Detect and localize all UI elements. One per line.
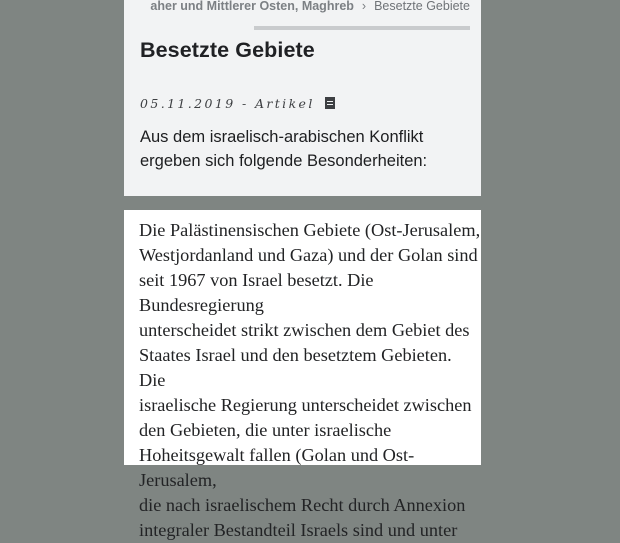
body-line: israelische Regierung unterscheidet zwischen (139, 395, 472, 415)
article-meta (140, 96, 335, 111)
body-line: den Gebieten, die unter israelische (139, 420, 392, 440)
breadcrumb (124, 0, 470, 14)
chevron-right-icon: › (361, 0, 367, 13)
article-date-type: 05.11.2019 - Artikel (140, 96, 315, 111)
article-header (124, 0, 481, 196)
article-body (124, 210, 481, 540)
breadcrumb-parent-link[interactable]: aher und Mittlerer Osten, Maghreb (150, 0, 354, 13)
article-lead: Aus dem israelisch-arabischen Konflikt ergeben sich folgende Besonderheiten: (140, 128, 428, 170)
body-line: Westjordanland und Gaza) und der Golan sind (139, 245, 478, 265)
divider (254, 26, 470, 30)
body-line: Hoheitsgewalt fallen (Golan und Ost-Jerusalem, (139, 445, 415, 490)
page-title: Besetzte Gebiete (140, 38, 315, 62)
body-line: seit 1967 von Israel besetzt. Die Bundesregierung (139, 270, 374, 315)
body-line: Staates Israel und den besetztem Gebieten. Die (139, 345, 452, 390)
document-icon (325, 97, 335, 109)
body-line: integraler Bestandteil Israels sind und unter (139, 520, 458, 540)
section-gap (124, 196, 481, 210)
body-line: unterscheidet strikt zwischen dem Gebiet des (139, 320, 470, 340)
article-column (124, 0, 481, 540)
breadcrumb-current: Besetzte Gebiete (374, 0, 470, 13)
body-paragraph (139, 218, 481, 543)
body-line: die nach israelischem Recht durch Annexion (139, 495, 466, 515)
body-line: Die Palästinensischen Gebiete (Ost-Jerusalem, (139, 220, 481, 240)
